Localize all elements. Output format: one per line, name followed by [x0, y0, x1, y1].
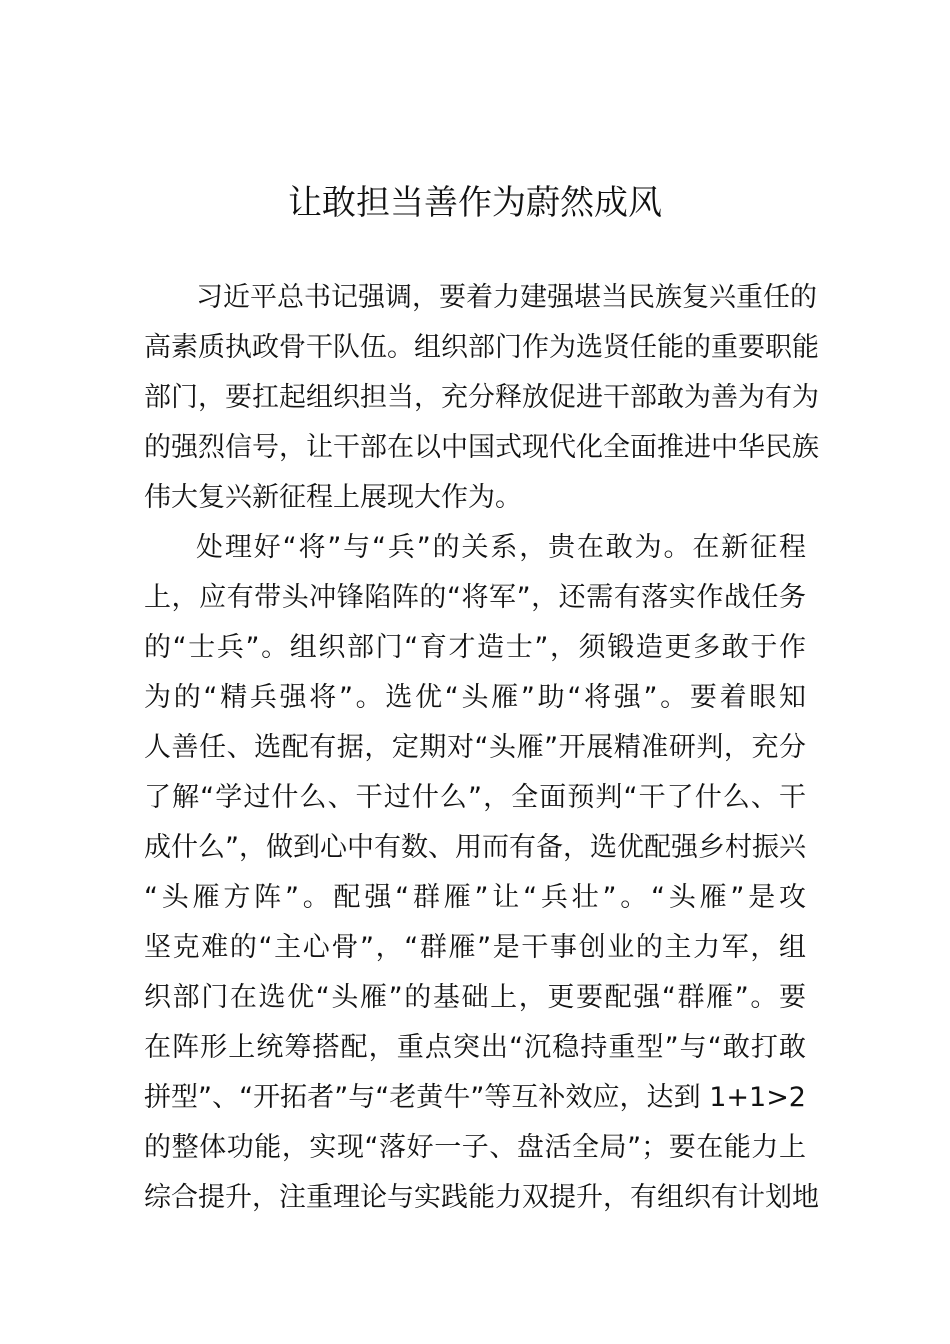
paragraph-1-line-5: 伟大复兴新征程上展现大作为。: [144, 482, 522, 513]
paragraph-2-line-11: 在阵形上统筹搭配，重点突出“沉稳持重型”与“敢打敢: [144, 1032, 806, 1063]
document-title: 让敢担当善作为蔚然成风: [288, 183, 662, 223]
paragraph-2-line-14: 综合提升，注重理论与实践能力双提升，有组织有计划地: [144, 1182, 819, 1213]
paragraph-1-line-1: 习近平总书记强调，要着力建强堪当民族复兴重任的: [196, 282, 817, 313]
paragraph-2-line-2: 上，应有带头冲锋陷阵的“将军”，还需有落实作战任务: [144, 582, 806, 613]
paragraph-2-line-1: 处理好“将”与“兵”的关系，贵在敢为。在新征程: [196, 532, 806, 563]
paragraph-1-line-3: 部门，要扛起组织担当，充分释放促进干部敢为善为有为: [144, 382, 819, 413]
paragraph-2-line-8: “头雁方阵”。配强“群雁”让“兵壮”。“头雁”是攻: [144, 882, 806, 913]
paragraph-2-line-3: 的“士兵”。组织部门“育才造士”，须锻造更多敢于作: [144, 632, 806, 663]
paragraph-2-line-9: 坚克难的“主心骨”，“群雁”是干事创业的主力军，组: [144, 932, 806, 963]
paragraph-2-line-13: 的整体功能，实现“落好一子、盘活全局”；要在能力上: [144, 1132, 806, 1163]
paragraph-2-line-6: 了解“学过什么、干过什么”，全面预判“干了什么、干: [144, 782, 806, 813]
paragraph-2-line-10: 织部门在选优“头雁”的基础上，更要配强“群雁”。要: [144, 982, 806, 1013]
paragraph-2-line-12: 拼型”、“开拓者”与“老黄牛”等互补效应，达到 1+1>2: [144, 1082, 806, 1113]
paragraph-2-line-4: 为的“精兵强将”。选优“头雁”助“将强”。要着眼知: [144, 682, 806, 713]
paragraph-1-line-2: 高素质执政骨干队伍。组织部门作为选贤任能的重要职能: [144, 332, 819, 363]
paragraph-2-line-5: 人善任、选配有据，定期对“头雁”开展精准研判，充分: [144, 732, 806, 763]
paragraph-1-line-4: 的强烈信号，让干部在以中国式现代化全面推进中华民族: [144, 432, 819, 463]
paragraph-2-line-7: 成什么”，做到心中有数、用而有备，选优配强乡村振兴: [144, 832, 806, 863]
